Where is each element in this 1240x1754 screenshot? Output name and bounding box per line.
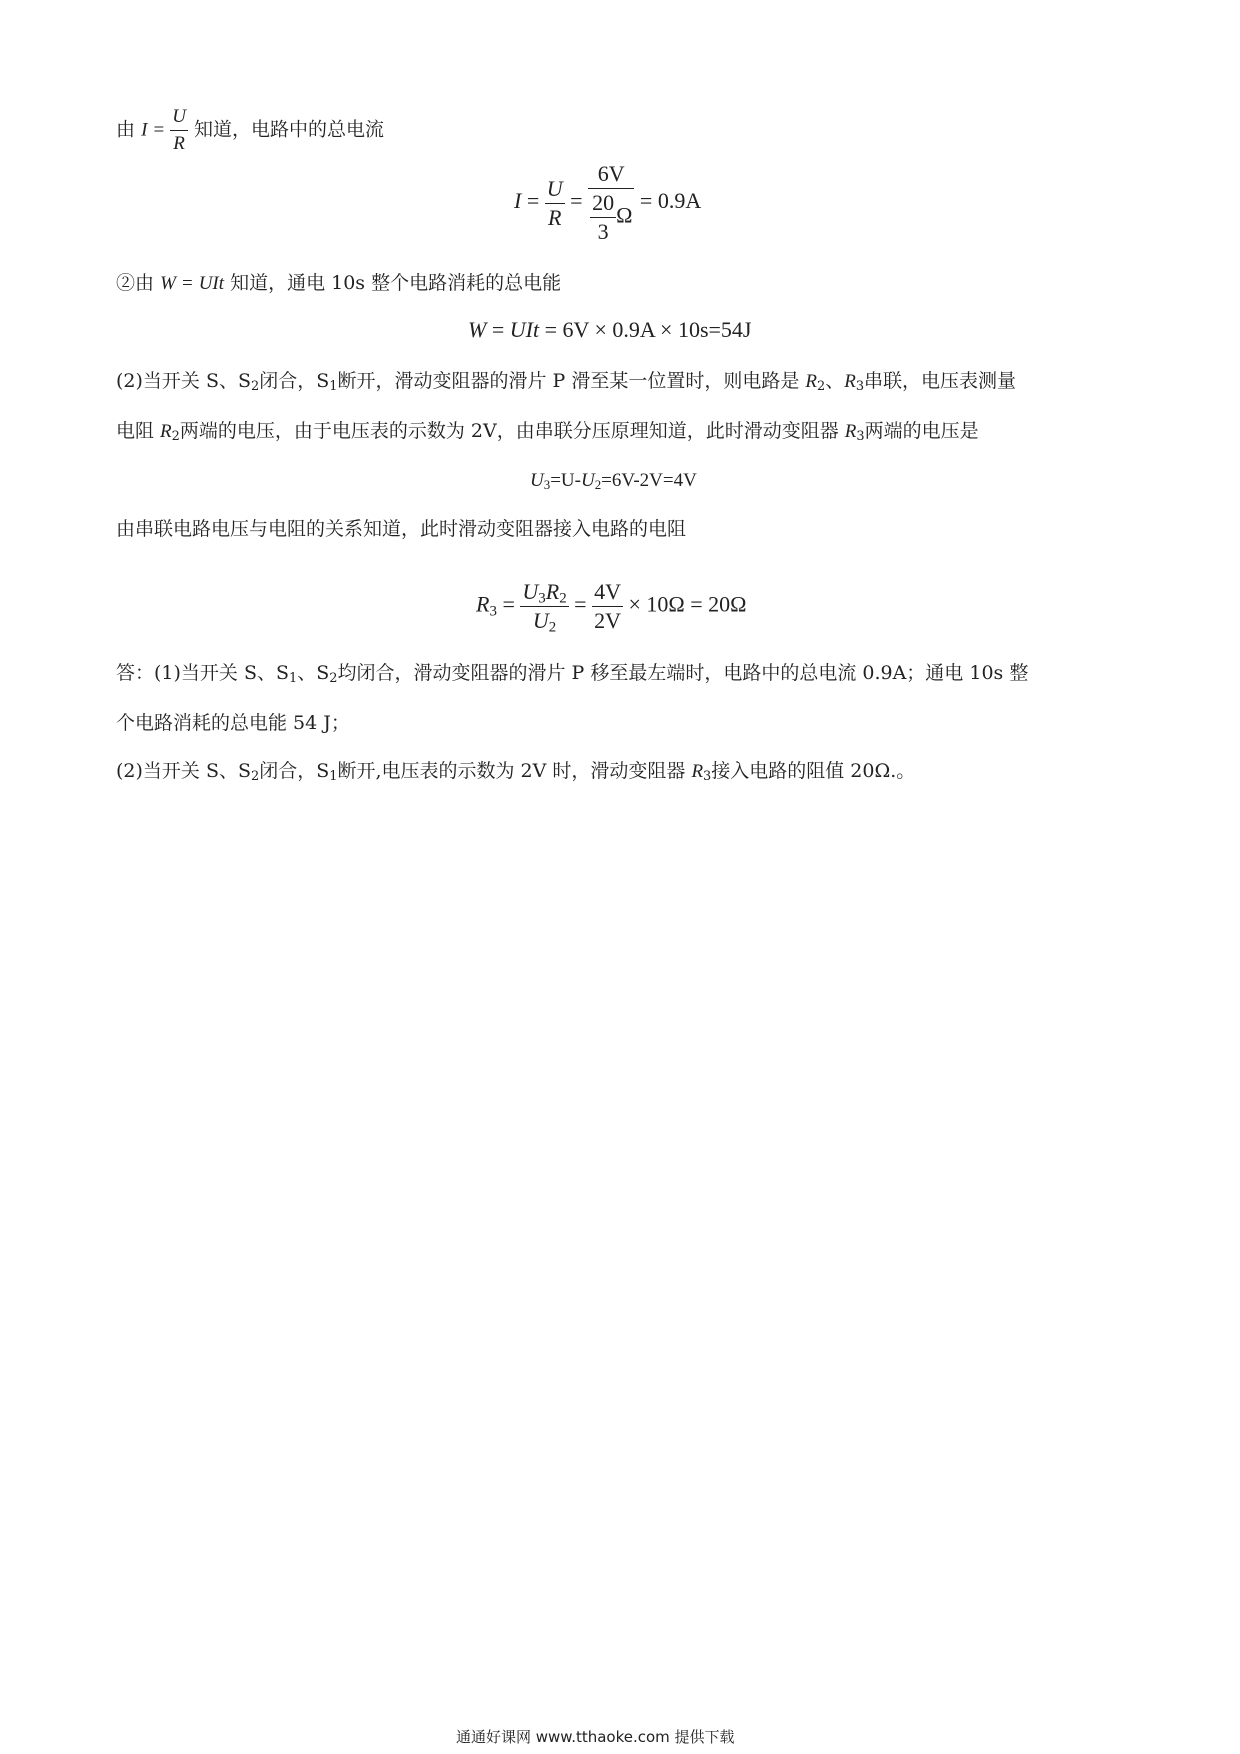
- var-R: R: [545, 579, 560, 604]
- denominator: 2V: [594, 608, 621, 633]
- text: 答：(1)当开关 S、S: [116, 662, 289, 684]
- fraction-4V-over-2V: [592, 578, 623, 635]
- subscript: 2: [171, 429, 180, 445]
- text: 均闭合，滑动变阻器的滑片 P 移至最左端时，电路中的总电流 0.9A；通电 10s 整: [337, 662, 1029, 684]
- var-U: U: [530, 470, 544, 491]
- equals-sign: =: [491, 317, 505, 342]
- equation-energy: [468, 316, 752, 344]
- text: (2)当开关 S、S: [116, 370, 251, 392]
- numerator: [520, 578, 568, 607]
- result: = 0.9A: [639, 188, 702, 214]
- denominator: R: [173, 133, 185, 154]
- subscript: 3: [489, 603, 497, 620]
- text: 、S: [297, 662, 330, 684]
- var-R: R: [844, 371, 856, 392]
- denominator: [520, 607, 568, 635]
- var-UIt: UIt: [198, 273, 225, 294]
- var-I: I: [141, 119, 148, 141]
- text: =U-: [550, 470, 581, 491]
- fraction-U-over-R: [170, 104, 188, 157]
- answer-line1: [116, 660, 1028, 686]
- var-R: R: [844, 421, 857, 442]
- calculation: =6V-2V=4V: [601, 470, 697, 491]
- subscript: 3: [543, 477, 551, 493]
- subscript: 1: [329, 769, 338, 785]
- subscript: 3: [538, 590, 546, 607]
- answer-line2: 个电路消耗的总电能 54 J；: [116, 712, 350, 734]
- var-UIt: UIt: [509, 317, 540, 342]
- denominator: R: [547, 204, 562, 230]
- text-post: 知道，通电 10s 整个电路消耗的总电能: [230, 272, 562, 294]
- text-post: 知道，电路中的总电流: [193, 118, 384, 141]
- denominator: [588, 189, 634, 246]
- subscript: 2: [594, 477, 602, 493]
- fraction-U-over-R: [545, 175, 565, 232]
- text: (2)当开关 S、S: [116, 760, 251, 782]
- text: 断开,电压表的示数为 2V 时，滑动变阻器: [337, 760, 692, 782]
- equation-current: [514, 160, 701, 246]
- subscript: 2: [816, 379, 826, 395]
- var-U: U: [532, 608, 549, 633]
- var-I: I: [514, 188, 522, 214]
- subscript: 2: [329, 671, 338, 687]
- equals-sign: =: [502, 591, 515, 617]
- resistance-intro-line: 由串联电路电压与电阻的关系知道，此时滑动变阻器接入电路的电阻: [116, 518, 687, 540]
- text-you: 由: [116, 118, 136, 141]
- fraction-U3R2-over-U2: [520, 578, 568, 635]
- equals-sign: =: [181, 273, 193, 294]
- equation-voltage: [530, 468, 697, 494]
- ohm-unit: Ω: [616, 202, 633, 228]
- var-U: U: [580, 470, 595, 491]
- var-U: U: [522, 579, 539, 604]
- subscript: 2: [559, 590, 567, 607]
- equals-sign: =: [570, 188, 583, 214]
- answer-line3: [116, 758, 915, 785]
- fraction-20-over-3: [590, 189, 616, 246]
- text: 电阻: [116, 420, 161, 442]
- text-pre: ②由: [116, 272, 155, 294]
- subscript: 3: [856, 429, 865, 445]
- energy-formula-line: [116, 270, 561, 297]
- text: 闭合，S: [259, 760, 330, 782]
- numerator: 20: [590, 189, 616, 218]
- numerator: U: [545, 175, 565, 204]
- subscript: 2: [251, 379, 260, 395]
- text: 串联，电压表测量: [864, 370, 1017, 392]
- subscript: 1: [329, 379, 338, 395]
- var-R: R: [476, 591, 490, 617]
- text: 断开，滑动变阻器的滑片 P 滑至某一位置时，则电路是: [337, 370, 806, 392]
- equals-sign: =: [526, 188, 540, 214]
- text: 、: [825, 370, 845, 392]
- subscript: 1: [289, 671, 298, 687]
- text: 闭合，S: [259, 370, 330, 392]
- calculation: × 10Ω = 20Ω: [628, 591, 747, 617]
- numerator: 6V: [588, 160, 634, 189]
- var-R: R: [805, 371, 817, 392]
- numerator: U: [170, 104, 188, 131]
- subscript: 2: [548, 619, 557, 636]
- footer-watermark: 通通好课网 www.tthaoke.com 提供下载: [456, 1728, 735, 1746]
- equals-sign: =: [574, 591, 587, 617]
- fraction-6V-over-resistance: [588, 160, 634, 246]
- part2-line2: [116, 418, 979, 445]
- subscript: 3: [855, 379, 865, 395]
- part2-line1: [116, 368, 1016, 395]
- var-R: R: [691, 761, 704, 782]
- intro-ohms-law-line: [116, 104, 384, 157]
- calculation: = 6V × 0.9A × 10s=54J: [544, 317, 752, 342]
- numerator: 4V: [592, 578, 623, 607]
- denominator: 3: [597, 219, 609, 244]
- var-W: W: [160, 273, 176, 294]
- var-W: W: [468, 317, 487, 342]
- equation-resistance: [476, 578, 747, 635]
- text: 两端的电压，由于电压表的示数为 2V，由串联分压原理知道，此时滑动变阻器: [179, 420, 845, 442]
- equals-sign: =: [153, 119, 165, 141]
- text: 接入电路的阻值 20Ω.。: [711, 760, 916, 782]
- subscript: 2: [251, 769, 260, 785]
- var-R: R: [160, 421, 172, 442]
- subscript: 3: [703, 769, 712, 785]
- text: 两端的电压是: [864, 420, 979, 442]
